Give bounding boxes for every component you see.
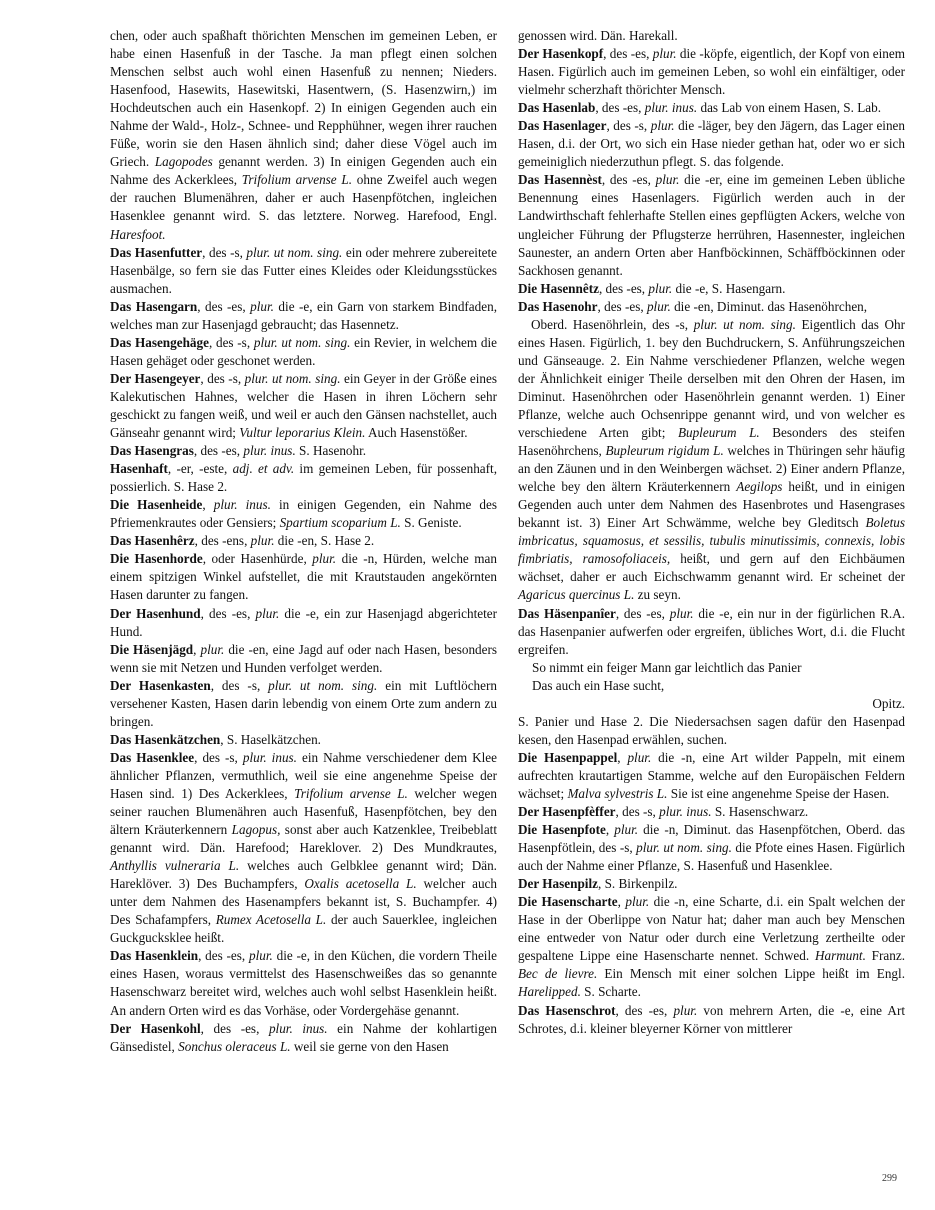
headword: Der Hasenpilz bbox=[518, 876, 598, 892]
dictionary-entry bbox=[110, 27, 497, 244]
italic-term: plur. bbox=[312, 551, 337, 567]
entry-text: die -er, eine im gemeinen Leben übliche Benennung eines Hasenlagers. Figürlich werden auch in der Landwirthschaft fehlerhafte Stellen eines gepflügten Ackers, welche von ungleicher Führung der Pflugsterze herrühren, Hasennester, ingleichen Saunester, an andern Orten aber Hanfböckinnen, Schäffböckinnen oder Sackhosen genannt. bbox=[518, 172, 905, 278]
headword: Der Hasenkopf bbox=[518, 46, 604, 62]
headword: Die Hasenheide bbox=[110, 497, 203, 513]
italic-term: Harmunt. bbox=[814, 948, 866, 964]
entry-text: , des -es, bbox=[601, 172, 656, 188]
entry-text: , des -es, bbox=[603, 46, 653, 62]
dictionary-entry bbox=[110, 334, 497, 370]
entry-text: der auch Sauerklee, ingleichen Guckgucksklee heißt. bbox=[110, 912, 498, 946]
entry-text: das Lab von einem Hasen, S. Lab. bbox=[697, 100, 882, 116]
dictionary-entry bbox=[518, 893, 905, 1001]
headword: Das Hasengarn bbox=[110, 298, 198, 314]
entry-text: , oder Hasenhürde, bbox=[202, 551, 313, 567]
italic-term: Spartium scoparium L. bbox=[279, 515, 401, 531]
entry-text: die -en, eine Jagd auf oder nach Hasen, besonders wenn sie mit Netzen und Hunden verfolget werden. bbox=[110, 641, 498, 675]
entry-text: , des -es, bbox=[595, 100, 645, 116]
dictionary-entry bbox=[110, 298, 497, 334]
dictionary-entry bbox=[110, 731, 497, 749]
dictionary-entry bbox=[518, 875, 905, 893]
entry-text: ein Geyer in der Größe eines Kalekutischen Hahnes, welcher die Hasen in ihren Löchern sehr geschickt zu fangen weiß, und weil er auch den Gänsen nachstellet, auch Gänseahr genannt wird; bbox=[110, 370, 497, 441]
headword: Der Hasenpfèffer bbox=[518, 804, 616, 820]
entry-text: ein Revier, in welchem die Hasen gehäget oder geschonet werden. bbox=[110, 334, 497, 368]
dictionary-entry bbox=[110, 749, 497, 948]
italic-term: Rumex Acetosella L. bbox=[215, 912, 327, 928]
entry-text: , des -es, bbox=[615, 605, 670, 621]
italic-term: plur. inus. bbox=[213, 497, 271, 513]
headword: Das Hasenfutter bbox=[110, 244, 203, 260]
headword: Die Hasennêtz bbox=[518, 280, 599, 296]
headword: Das Hasenkätzchen bbox=[110, 731, 221, 747]
headword: Hasenhaft bbox=[110, 461, 168, 477]
entry-text: die -n, Diminut. das Hasenpfötchen, Oberd. das Hasenpfötlein, des -s, bbox=[518, 822, 906, 856]
italic-term: Sonchus oleraceus L. bbox=[178, 1038, 291, 1054]
italic-term: plur. bbox=[652, 46, 677, 62]
headword: Das Hasennèst bbox=[518, 172, 602, 188]
entry-text: die -köpfe, eigentlich, der Kopf von einem Hasen. Figürlich auch im gemeinen Leben, so wohl ein einfältiger, oder vielmehr scherzhaft thörichter Mensch. bbox=[518, 46, 905, 98]
headword: Die Hasenpfote bbox=[518, 822, 606, 838]
dictionary-entry bbox=[110, 442, 497, 460]
italic-term: Anthyllis vulneraria L. bbox=[110, 858, 240, 874]
entry-text: heißt, und in einigen Gegenden auch unter dem Nahmen des Hasenbrotes und Hasengrases bekannt ist. 3) Einer Art Schwämme, welche bey Gleditsch bbox=[518, 479, 905, 531]
entry-text: die -n, eine Scharte, d.i. ein Spalt welchen der Hase in der Oberlippe von Natur hat; daher man auch bey Menschen eine entweder von Natur oder durch eine Verletzung zertheilte oder gespaltene Lippe eine Hasenscharte nennet. Schwed. bbox=[518, 894, 905, 964]
right-column bbox=[518, 27, 905, 1038]
entry-text: Besonders des steifen Hasenöhrchens, bbox=[518, 425, 906, 459]
italic-term: Bec de lievre. bbox=[518, 966, 598, 982]
italic-term: plur. bbox=[249, 948, 273, 964]
entry-text: , des -s, bbox=[208, 334, 254, 350]
verse-line bbox=[518, 677, 905, 695]
entry-text: die -e, ein zur Hasenjagd abgerichteter Hund. bbox=[110, 605, 497, 639]
entry-text: Opitz. bbox=[872, 695, 905, 711]
headword: Der Hasenkasten bbox=[110, 677, 211, 693]
italic-term: plur. bbox=[250, 533, 275, 549]
italic-term: Aegilops bbox=[736, 479, 783, 495]
italic-term: plur. inus. bbox=[243, 443, 296, 459]
italic-term: plur. bbox=[627, 749, 652, 765]
entry-text: die -e, ein Garn von starkem Bindfaden, welches man zur Hasenjagd gebraucht; das Hasennetz. bbox=[110, 298, 497, 332]
entry-text: die -e, ein nur in der figürlichen R.A. das Hasenpanier aufwerfen oder ergreifen, übliches Wort, d.i. die Flucht ergreifen. bbox=[518, 605, 905, 657]
entry-text: S. Scharte. bbox=[580, 984, 641, 1000]
dictionary-entry bbox=[518, 171, 905, 279]
entry-text: welcher wegen seiner rauchen Blumenähren auch Hasenfuß, Hasenpfötchen, bey den ältern Kräuterkennern bbox=[110, 785, 497, 838]
dictionary-entry bbox=[518, 821, 905, 875]
italic-term: plur. bbox=[200, 641, 225, 657]
headword: Das Hasengras bbox=[110, 443, 194, 459]
entry-text: in einigen Gegenden, ein Nahme des Pfriemenkrautes oder Gensiers; bbox=[110, 497, 498, 531]
entry-text: im gemeinen Leben, für possenhaft, possierlich. S. Hase 2. bbox=[110, 461, 497, 495]
entry-text: welcher auch unter dem Nahmen des Hasenampfers bekannt ist, S. Buchampfer. 4) Des Schafampfers, bbox=[110, 876, 497, 928]
italic-term: plur. ut nom. sing. bbox=[253, 334, 351, 350]
entry-text: ein Nahme verschiedener dem Klee ähnlicher Pflanzen, vermuthlich, weil sie eine angenehme Speise der Hasen sind. 1) Des Ackerklees, bbox=[110, 749, 498, 801]
dictionary-entry bbox=[518, 117, 905, 171]
entry-text: chen, oder auch spaßhaft thörichten Menschen im gemeinen Leben, er habe einen Hasenfuß in der Tasche. Ja man pflegt einen solchen Menschen selbst auch wohl einen Hasenfuß zu nennen; Nieders. Hasenfood, Hasewits, Hasewitski, Hasentwern, (S. Hasenzwirn,) im Hochdeutschen auch ein Hasenkopf. 2) In einigen Gegenden auch ein Nahme der Wald-, Holz-, Schnee- und Repphühner, wegen ihrer rauchen Füße, worin sie den Hasen ähnlich sind; daher diese Vögel auch im Griech. bbox=[110, 28, 497, 170]
entry-text: , bbox=[202, 497, 214, 513]
entry-text: ein oder mehrere zubereitete Hasenbälge, so fern sie das Futter eines Kleides oder Kleidungsstückes ausmachen. bbox=[110, 244, 497, 296]
entry-text: von mehrern Arten, die -e, eine Art Schrotes, d.i. kleiner bleyerner Körner von mittlerer bbox=[518, 1002, 906, 1036]
italic-term: Lagopus, bbox=[231, 822, 281, 838]
entry-text: , des -s, bbox=[615, 804, 660, 820]
entry-text: , des -ens, bbox=[194, 533, 251, 549]
entry-text: Franz. bbox=[865, 948, 905, 964]
entry-text: Oberd. Hasenöhrlein, des -s, bbox=[531, 316, 694, 332]
italic-term: plur. bbox=[250, 298, 274, 314]
headword: Das Hasenlab bbox=[518, 100, 596, 116]
entry-text: , des -es, bbox=[597, 298, 647, 314]
entry-text: , S. Birkenpilz. bbox=[597, 876, 678, 892]
italic-term: plur. inus. bbox=[268, 1020, 328, 1036]
italic-term: plur. inus. bbox=[242, 749, 297, 765]
entry-text: die -n, Hürden, welche man einem spitzigen Winkel aufstellet, die mit Krautstauden angekörnten Hasen darunter zu fangen. bbox=[110, 551, 497, 603]
italic-term: Boletus imbricatus, squamosus, et sessilis, tubulis minutissimis, connexis, lobis fimbriatis, ramosofoliaceis, bbox=[518, 515, 905, 567]
italic-term: plur. ut nom. sing. bbox=[636, 840, 732, 856]
italic-term: Trifolium arvense L. bbox=[294, 785, 408, 801]
entry-text: , des -s, bbox=[202, 244, 247, 260]
entry-text: die Pfote eines Hasen. Figürlich auch der Nahme einer Pflanze, S. Hasenfuß und Hasenklee. bbox=[518, 840, 905, 874]
headword: Der Hasenkohl bbox=[110, 1020, 201, 1036]
dictionary-entry bbox=[518, 298, 905, 316]
entry-text: , des -es, bbox=[615, 1002, 674, 1018]
entry-text: , des -s, bbox=[606, 118, 651, 134]
dictionary-entry bbox=[518, 316, 905, 605]
entry-text: , des -es, bbox=[193, 443, 244, 459]
headword: Das Hasenklein bbox=[110, 948, 199, 964]
dictionary-entry bbox=[518, 99, 905, 117]
entry-text: ein mit Luftlöchern versehener Kasten, Hasen darin lebendig von einem Orte zum andern zu bringen. bbox=[110, 677, 497, 729]
dictionary-entry bbox=[518, 749, 905, 803]
entry-text: S. Panier und Hase 2. Die Niedersachsen sagen dafür den Hasenpad kesen, den Hasenpad erwählen, suchen. bbox=[518, 713, 905, 747]
headword: Das Hasenschrot bbox=[518, 1002, 616, 1018]
entry-text: S. Hasenohr. bbox=[295, 443, 367, 459]
entry-text: , S. Haselkätzchen. bbox=[220, 731, 321, 747]
entry-text: , des -es, bbox=[198, 948, 249, 964]
italic-term: Harelipped. bbox=[518, 984, 581, 1000]
dictionary-entry bbox=[110, 677, 497, 731]
entry-text: , bbox=[605, 822, 615, 838]
entry-text: S. Hasenschwarz. bbox=[711, 804, 809, 820]
italic-term: Bupleurum rigidum L. bbox=[605, 443, 724, 459]
headword: Das Häsenpanîer bbox=[518, 605, 616, 621]
dictionary-entry bbox=[110, 1020, 497, 1056]
entry-text: , des -s, bbox=[200, 370, 245, 386]
italic-term: plur. bbox=[650, 118, 675, 134]
headword: Das Hasenohr bbox=[518, 298, 598, 314]
entry-text: Sie ist eine angenehme Speise der Hasen. bbox=[667, 785, 890, 801]
dictionary-entry bbox=[110, 370, 497, 442]
left-column bbox=[110, 27, 497, 1056]
italic-term: Lagopodes bbox=[154, 154, 213, 170]
page-number: 299 bbox=[882, 1173, 897, 1184]
entry-text: die -e, in den Küchen, die vordern Theile eines Hasen, woraus vermittelst des Hasenschweißes das so genannte Hasenschwarz bereitet wird, welches auch wohl selbst Hasenklein heißt. An andern Orten wird es das Vorhäse, oder Vordergehäse genannt. bbox=[110, 948, 497, 1018]
headword: Das Hasenklee bbox=[110, 749, 195, 765]
entry-text: S. Geniste. bbox=[400, 515, 462, 531]
entry-text: welches in Thüringen sehr häufig an den Zäunen und in den Weinbergen wächset. 2) Einer andern Pflanze, welche bey den ältern Kräuterkennern bbox=[518, 443, 906, 495]
dictionary-entry bbox=[110, 496, 497, 532]
italic-term: plur. ut nom. sing. bbox=[268, 677, 378, 693]
headword: Die Hasenpappel bbox=[518, 749, 618, 765]
entry-text: , des -es, bbox=[200, 1020, 269, 1036]
dictionary-entry bbox=[110, 244, 497, 298]
dictionary-entry bbox=[518, 713, 905, 749]
dictionary-entry bbox=[110, 532, 497, 550]
headword: Der Hasengeyer bbox=[110, 370, 201, 386]
headword: Die Häsenjägd bbox=[110, 641, 194, 657]
entry-text: Auch Hasenstößer. bbox=[365, 425, 468, 441]
italic-term: plur. inus. bbox=[644, 100, 698, 116]
entry-text: , des -es, bbox=[197, 298, 251, 314]
italic-term: plur. bbox=[646, 298, 671, 314]
entry-text: , des -s, bbox=[210, 677, 269, 693]
italic-term: Bupleurum L. bbox=[677, 425, 760, 441]
entry-text: welches auch Gelbklee genannt wird; Dän. Hareklöver. 3) Des Buchampfers, bbox=[110, 858, 497, 892]
entry-text: die -e, S. Hasengarn. bbox=[672, 280, 786, 296]
italic-term: plur. bbox=[673, 1002, 698, 1018]
dictionary-entry bbox=[518, 27, 905, 45]
dictionary-entry bbox=[110, 947, 497, 1019]
italic-term: plur. bbox=[255, 605, 280, 621]
entry-text: , -er, -este, bbox=[167, 461, 233, 477]
entry-text: zu seyn. bbox=[634, 587, 681, 603]
dictionary-entry bbox=[518, 605, 905, 659]
entry-text: Ein Mensch mit einer solchen Lippe heißt im Engl. bbox=[597, 966, 905, 982]
dictionary-entry bbox=[110, 460, 497, 496]
entry-text: die -en, S. Hase 2. bbox=[274, 533, 375, 549]
italic-term: Agaricus quercinus L. bbox=[518, 587, 635, 603]
italic-term: plur. bbox=[648, 280, 673, 296]
italic-term: plur. bbox=[625, 894, 650, 910]
italic-term: Vultur leporarius Klein. bbox=[239, 425, 366, 441]
entry-text: die -n, eine Art wilder Pappeln, mit einem aufrechten krautartigen Stamme, welche auf den Europäischen Feldern wächset; bbox=[518, 749, 905, 801]
entry-text: , bbox=[617, 894, 626, 910]
headword: Das Hasengehäge bbox=[110, 334, 209, 350]
entry-text: ohne Zweifel auch wegen der rauchen Blumenähren, daher er auch Hasenpfötchen, ingleichen Hasenklee genannt wird. S. das letztere. Norweg. Harefood, Engl. bbox=[110, 172, 497, 224]
italic-term: Haresfoot. bbox=[110, 226, 166, 242]
entry-text: genossen wird. Dän. Harekall. bbox=[518, 28, 678, 43]
dictionary-entry bbox=[518, 803, 905, 821]
italic-term: adj. et adv. bbox=[232, 461, 295, 477]
dictionary-entry bbox=[110, 605, 497, 641]
italic-term: plur. bbox=[669, 605, 694, 621]
headword: Das Hasenlager bbox=[518, 118, 607, 134]
headword: Die Hasenscharte bbox=[518, 894, 618, 910]
headword: Die Hasenhorde bbox=[110, 551, 203, 567]
dictionary-entry bbox=[110, 550, 497, 604]
entry-text: So nimmt ein feiger Mann gar leichtlich das Panier bbox=[532, 659, 802, 675]
italic-term: plur. bbox=[655, 172, 680, 188]
italic-term: plur. ut nom. sing. bbox=[246, 244, 343, 260]
dictionary-entry bbox=[518, 1002, 905, 1038]
italic-term: plur. ut nom. sing. bbox=[693, 316, 796, 332]
entry-text: ein Nahme der kohlartigen Gänsedistel, bbox=[110, 1020, 497, 1054]
italic-term: Malva sylvestris L. bbox=[567, 785, 668, 801]
italic-term: Trifolium arvense L. bbox=[241, 172, 353, 188]
italic-term: plur. bbox=[614, 822, 639, 838]
entry-text: die -en, Diminut. das Hasenöhrchen, bbox=[670, 298, 868, 314]
citation-author bbox=[518, 695, 905, 713]
entry-text: weil sie gerne von den Hasen bbox=[290, 1038, 449, 1054]
entry-text: Eigentlich das Ohr eines Hasen. Figürlich, 1. bey den Buchdruckern, S. Anführungszeichen und Gänseauge. 2. Ein Nahme verschiedener Pflanzen, welche wegen der Ähnlichkeit einiger Theile derselben mit den Ohren der Hasen, im Diminut. Hasenöhrchen oder Hasenöhrlein genannt werden. 1) Einer Pflanze, welche auch Ochsenrippe genannt wird, und von welcher es verschiedene Arten gibt; bbox=[518, 316, 905, 441]
italic-term: plur. ut nom. sing. bbox=[244, 370, 341, 386]
entry-text: , des -s, bbox=[194, 749, 243, 765]
dictionary-entry bbox=[110, 641, 497, 677]
entry-text: , bbox=[617, 749, 628, 765]
entry-text: die -läger, bey den Jägern, das Lager einen Hasen, d.i. der Ort, wo sich ein Hase nieder gethan hat, oder wo er sich gemeiniglich niederzuthun pflegt. S. das folgende. bbox=[518, 118, 905, 170]
headword: Der Hasenhund bbox=[110, 605, 201, 621]
entry-text: , des -es, bbox=[200, 605, 256, 621]
italic-term: plur. inus. bbox=[659, 804, 712, 820]
entry-text: genannt werden. 3) In einigen Gegenden auch ein Nahme des Ackerklees, bbox=[110, 154, 497, 188]
entry-text: Das auch ein Hase sucht, bbox=[532, 677, 665, 693]
dictionary-entry bbox=[518, 280, 905, 298]
verse-line bbox=[518, 659, 905, 677]
entry-text: sonst aber auch Katzenklee, Treibeblatt genannt wird. Dän. Harefood; Hareklover. 2) Des Mundkrautes, bbox=[110, 822, 498, 856]
entry-text: heißt, und gern auf den Eichbäumen wächset, daher er auch Eichschwamm genannt wird. Er scheinet der bbox=[518, 551, 906, 585]
entry-text: , des -es, bbox=[598, 280, 649, 296]
entry-text: , bbox=[193, 641, 201, 657]
headword: Das Hasenhêrz bbox=[110, 533, 195, 549]
italic-term: Oxalis acetosella L. bbox=[304, 876, 417, 892]
dictionary-entry bbox=[518, 45, 905, 99]
